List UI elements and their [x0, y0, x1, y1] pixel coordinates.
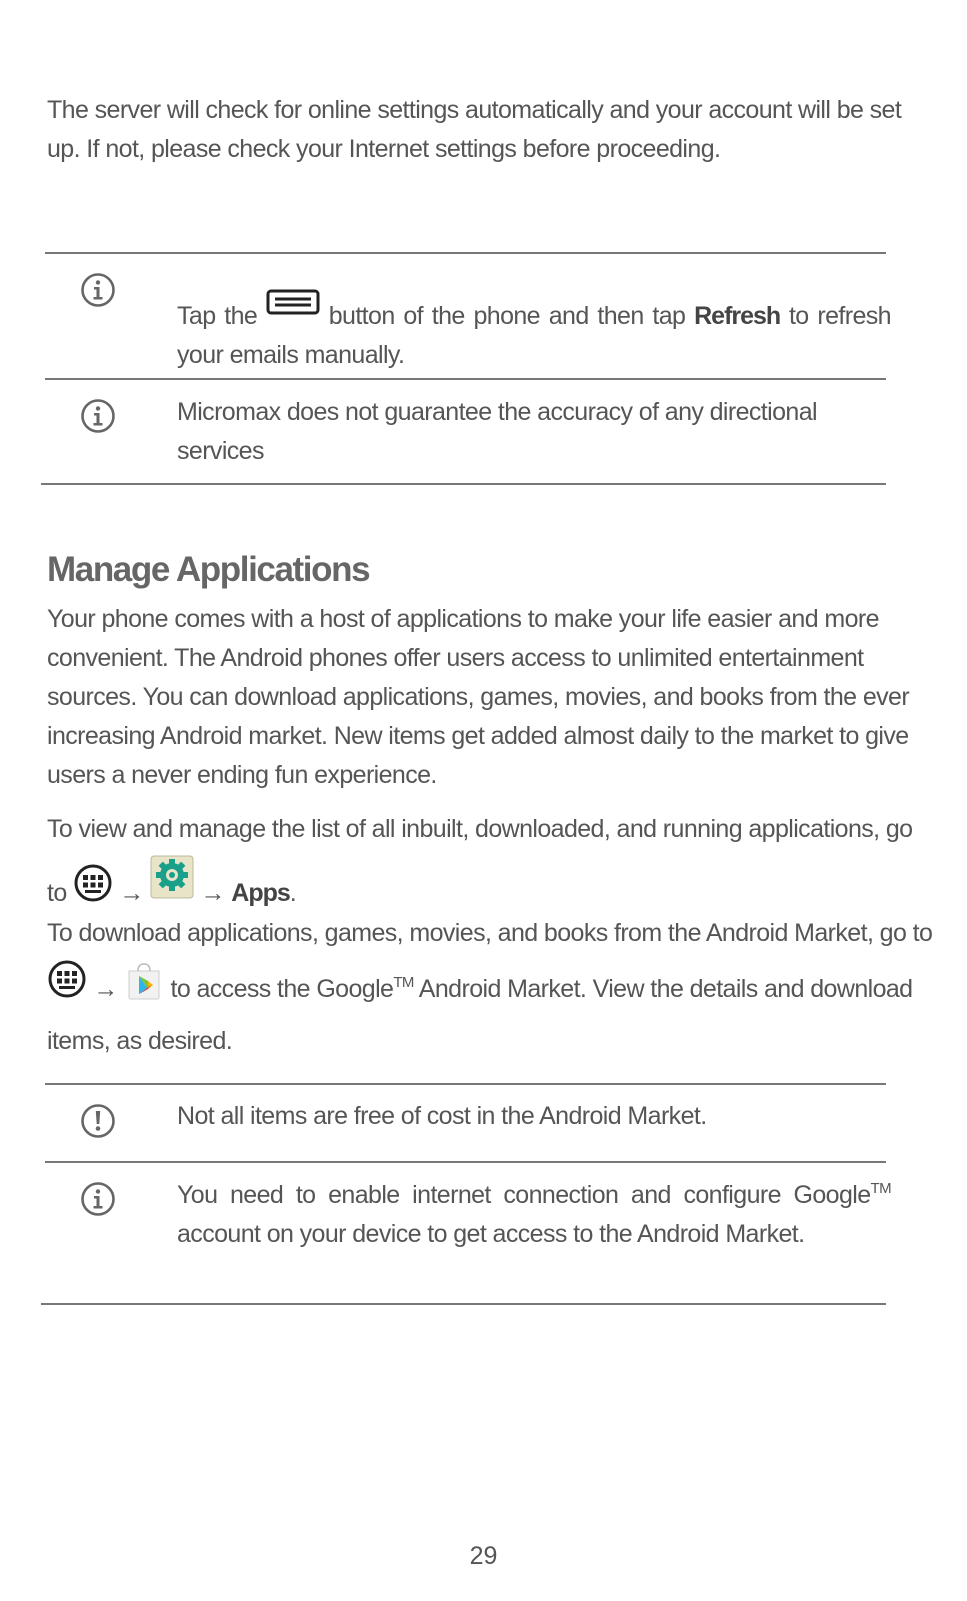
info-icon: [80, 398, 116, 434]
paragraph-download-post: Android Market. View the details and download items, as desired.: [47, 975, 913, 1055]
note-directional: Micromax does not guarantee the accuracy of any directional services: [177, 398, 817, 465]
divider: [41, 483, 886, 485]
paragraph-manage-pre: To view and manage the list of all inbuilt, downloaded, and running applications, go to: [47, 815, 913, 907]
arrow: →: [93, 975, 118, 1003]
note-enable-internet: [177, 1176, 891, 1254]
app-drawer-icon: [73, 863, 113, 903]
note-refresh-post: to refresh your emails manually.: [177, 302, 891, 369]
note-refresh-mid: button of the phone and then tap: [328, 302, 686, 330]
paragraph-download: [47, 907, 937, 1067]
app-drawer-icon: [47, 959, 87, 999]
paragraph-manage-post: .: [289, 879, 297, 907]
divider: [45, 1083, 886, 1085]
note-internet-pre: You need to enable internet connection and configure Google: [177, 1181, 871, 1209]
arrow: →: [200, 879, 225, 907]
note-refresh: [177, 288, 891, 375]
info-icon: [80, 1181, 116, 1217]
page-number: 29: [469, 1542, 498, 1570]
trademark-mark: TM: [870, 1180, 891, 1197]
note-not-free: Not all items are free of cost in the Android Market.: [177, 1102, 707, 1130]
note-refresh-pre: Tap the: [177, 302, 258, 330]
menu-button-icon: [266, 288, 320, 318]
divider: [45, 252, 886, 254]
section-heading: Manage Applications: [47, 550, 370, 589]
play-store-icon: [124, 961, 164, 1001]
paragraph-download-pre: To download applications, games, movies, and books from the Android Market, go to: [47, 919, 933, 947]
paragraph-intro: Your phone comes with a host of applications to make your life easier and more convenient. The Android phones offer users access to unlimited entertainment sources. You can download applications, games, movies, and books from the ever increasing Android market. New items get added almost daily to the market to give users a never ending fun experience.: [47, 605, 910, 789]
note-internet-post: account on your device to get access to the Android Market.: [177, 1220, 805, 1248]
divider: [41, 1303, 886, 1305]
divider: [45, 1161, 886, 1163]
trademark-mark: TM: [393, 974, 414, 991]
settings-gear-icon: [150, 855, 194, 899]
paragraph-download-mid: to access the Google: [170, 975, 394, 1003]
refresh-label: Refresh: [694, 302, 781, 330]
info-icon: [80, 272, 116, 308]
apps-label: Apps: [231, 879, 290, 907]
intro-paragraph: The server will check for online settings automatically and your account will be set up. If not, please check your Internet settings before proceeding.: [47, 96, 902, 163]
divider: [45, 378, 886, 380]
warning-icon: [80, 1103, 116, 1139]
arrow: →: [119, 879, 144, 907]
paragraph-manage-apps: [47, 803, 937, 919]
